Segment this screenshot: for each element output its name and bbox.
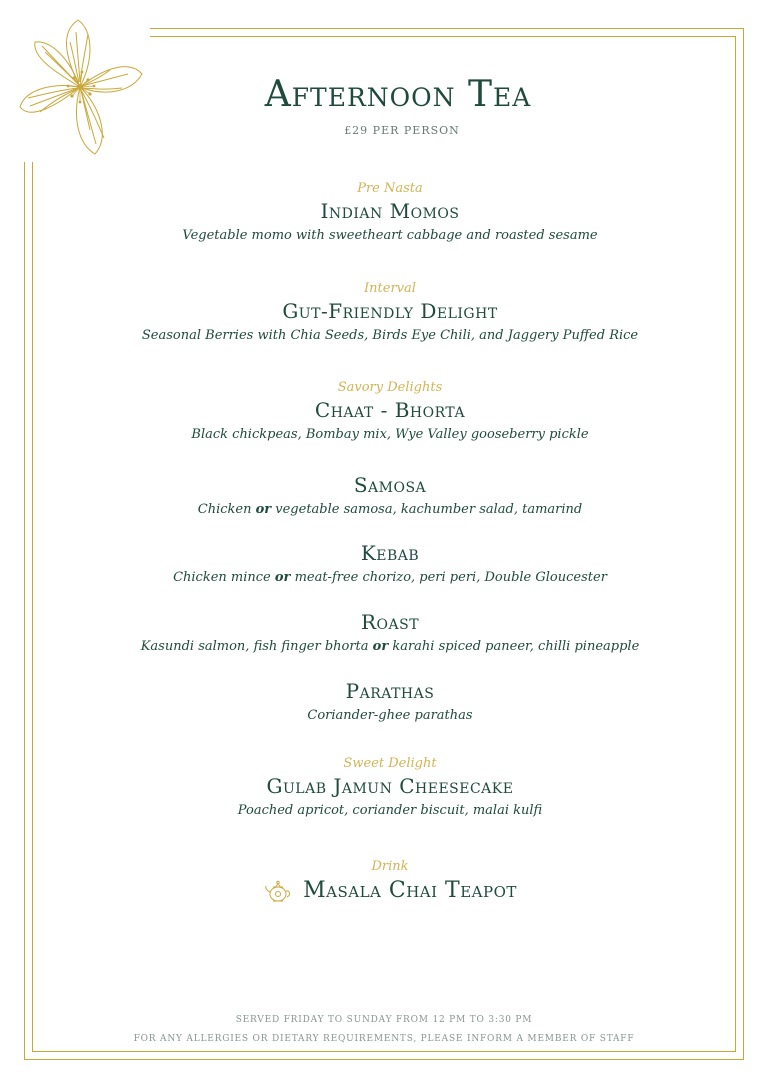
- menu-section-pre-nasta: [0, 180, 768, 246]
- dish-description: Seasonal Berries with Chia Seeds, Birds Eye Chili, and Jaggery Puffed Rice: [141, 328, 639, 343]
- dish-description: [0, 500, 768, 520]
- description-part: Kasundi salmon, fish finger bhorta: [140, 639, 369, 654]
- dish-description: Black chickpeas, Bombay mix, Wye Valley gooseberry pickle: [191, 427, 589, 442]
- category-label: Savory Delights: [337, 380, 443, 395]
- teapot-icon: [263, 876, 293, 906]
- description-part: Chicken mince: [173, 570, 271, 585]
- menu-item-kebab: [0, 540, 768, 588]
- menu-item-parathas: [0, 678, 768, 726]
- category-label: Interval: [364, 281, 416, 296]
- footer-allergy-note: FOR ANY ALLERGIES OR DIETARY REQUIREMENTS, PLEASE INFORM A MEMBER OF STAFF: [133, 1034, 635, 1044]
- dish-name: Parathas: [345, 679, 435, 703]
- category-label: Pre Nasta: [357, 181, 423, 196]
- footer-hours: SERVED FRIDAY TO SUNDAY FROM 12 PM TO 3:30 PM: [235, 1015, 533, 1025]
- dish-name: Masala Chai Teapot: [303, 878, 517, 903]
- price-label: £29 PER PERSON: [344, 124, 460, 137]
- dish-name: Kebab: [360, 541, 420, 565]
- dish-name: Samosa: [353, 473, 427, 497]
- description-part: meat-free chorizo, peri peri, Double Gloucester: [294, 570, 607, 585]
- dish-name: Gulab Jamun Cheesecake: [266, 774, 514, 798]
- dish-description: Poached apricot, coriander biscuit, malai kulfi: [237, 803, 543, 818]
- category-label: Drink: [371, 859, 409, 874]
- menu-section-sweet: [0, 755, 768, 821]
- dish-description: Vegetable momo with sweetheart cabbage and roasted sesame: [182, 228, 598, 243]
- page-title: Afternoon Tea: [264, 74, 532, 115]
- or-word: or: [255, 502, 272, 517]
- or-word: or: [372, 639, 389, 654]
- description-part: karahi spiced paneer, chilli pineapple: [392, 639, 640, 654]
- dish-name: Indian Momos: [320, 199, 460, 223]
- description-part: vegetable samosa, kachumber salad, tamarind: [275, 502, 583, 517]
- menu-section-interval: [0, 280, 768, 346]
- dish-description: [0, 568, 768, 588]
- dish-description: [0, 637, 768, 657]
- menu-item-samosa: [0, 472, 768, 520]
- dish-name: Gut-Friendly Delight: [282, 299, 498, 323]
- menu-section-savory: [0, 379, 768, 445]
- dish-description: Coriander-ghee parathas: [307, 708, 473, 723]
- or-word: or: [274, 570, 291, 585]
- category-label: Sweet Delight: [343, 756, 437, 771]
- drink-row: [0, 876, 768, 906]
- menu-section-drink: [0, 858, 768, 906]
- description-part: Chicken: [197, 502, 252, 517]
- dish-name: Roast: [360, 610, 420, 634]
- menu-item-roast: [0, 609, 768, 657]
- dish-name: Chaat - Bhorta: [314, 398, 466, 422]
